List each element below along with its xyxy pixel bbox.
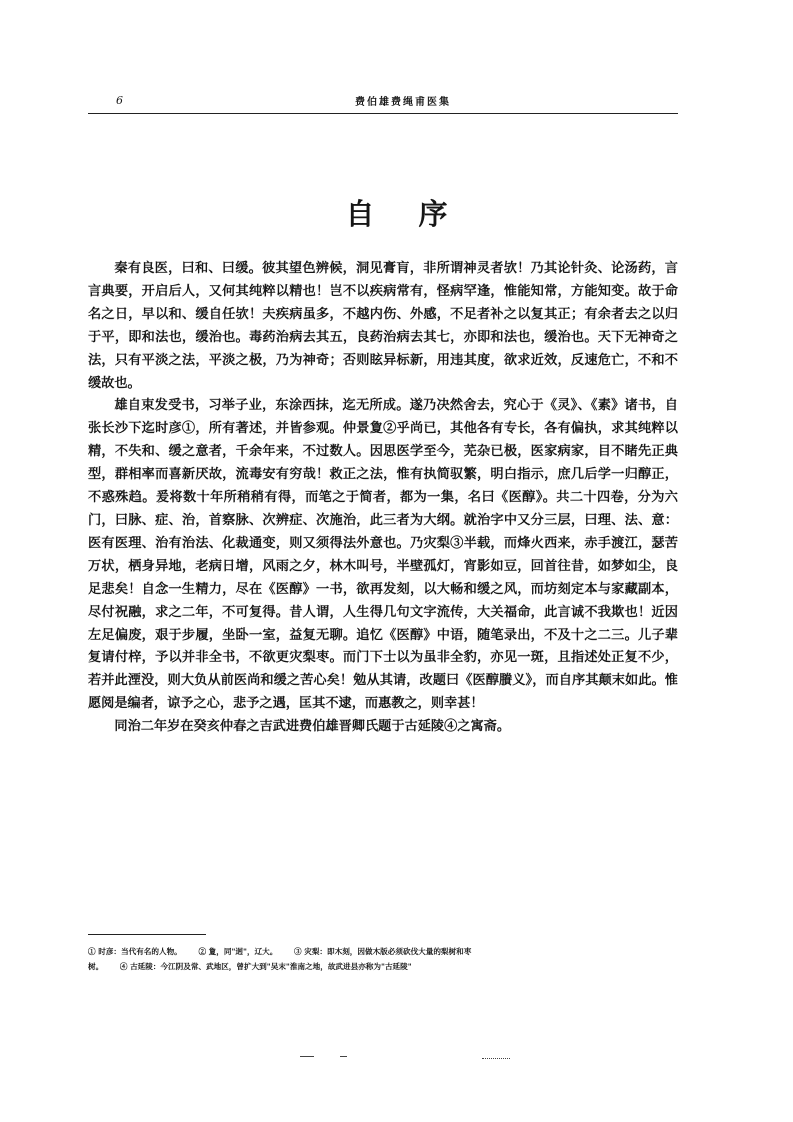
scan-mark <box>300 1056 314 1057</box>
footnote-3: ③ 灾梨：即木刻，因做木版必须砍伐大量的梨树和枣 <box>294 947 472 956</box>
footnote-line <box>88 944 678 959</box>
paragraph-signature: 同治二年岁在癸亥仲春之吉武进费伯雄晋卿氏题于古延陵④之寓斋。 <box>114 719 511 735</box>
footnotes <box>88 944 678 974</box>
scan-mark <box>340 1056 347 1057</box>
footnote-1: ① 时彦：当代有名的人物。 <box>88 947 182 956</box>
page-number: 6 <box>116 94 123 107</box>
page-header <box>88 84 678 114</box>
body-text <box>88 258 678 739</box>
running-title: 费伯雄费绳甫医集 <box>355 97 451 108</box>
paragraph: 秦有良医，曰和、曰缓。彼其望色辨候，洞见膏肓，非所谓神灵者欤！乃其论针灸、论汤药，言言典要，开启后人，又何其纯粹以精也！岂不以疾病常有，怪病罕逢，惟能知常，方能知变。故于命名之日，早以和、缓自任欤！夫疾病虽多，不越内伤、外感，不足者补之以复其正；有余者去之以归于平，即和法也，缓治也。毒药治病去其五，良药治病去其七，亦即和法也，缓治也。天下无神奇之法，只有平淡之法，平淡之极，乃为神奇；否则眩异标新，用违其度，欲求近效，反速危亡，不和不缓故也。 <box>88 261 678 391</box>
footnote-3-continued: 树。 <box>88 962 104 971</box>
header-rule <box>88 113 678 114</box>
footnote-line <box>88 959 678 974</box>
footnote-4: ④ 古延陵：今江阴及常、武地区，曾扩大到"吴末"淮南之地，故武进县亦称为"古延陵" <box>119 962 412 971</box>
footnote-rule <box>88 934 206 935</box>
page-title: 自序 <box>345 197 492 231</box>
footnote-2: ② 夐，同"迥"，辽大。 <box>198 947 278 956</box>
scan-mark <box>482 1058 510 1059</box>
paragraph: 雄自束发受书，习举子业，东涂西抹，迄无所成。遂乃决然舍去，究心于《灵》、《素》诸书，自张长沙下迄时彦①，所有著述，并皆参观。仲景夐②乎尚已，其他各有专长，各有偏执，求其纯粹以精，不失和、缓之意者，千余年来，不过数人。因思医学至今，芜杂已极，医家病家，目不睹先正典型，群相率而喜新厌故，流毒安有穷哉！救正之法，惟有执简驭繁，明白指示，庶几后学一归醇正，不惑殊趋。爰将数十年所稍稍有得，而笔之于简者，都为一集，名曰《医醇》。共二十四卷，分为六门，曰脉、症、治，首察脉、次辨症、次施治，此三者为大纲。就治字中又分三层，曰理、法、意：医有医理、治有治法、化裁通变，则又须得法外意也。乃灾梨③半载，而烽火西来，赤手渡江，瑟苦万状，栖身异地，老病日增，风雨之夕，林木叫号，半壁孤灯，宵影如豆，回首往昔，如梦如尘，良足悲矣！自念一生精力，尽在《医醇》一书，欲再发刻，以大畅和缓之风，而坊刻定本与家藏副本，尽付祝融，求之二年，不可复得。昔人谓，人生得几句文字流传，大关福命，此言诚不我欺也！近因左足偏废，艰于步履，坐卧一室，益复无聊。追忆《医醇》中语，随笔录出，不及十之二三。儿子辈复请付梓，予以并非全书，不欲更灾梨枣。而门下士以为虽非全豹，亦见一斑，且指述处正复不少，若并此湮没，则大负从前医尚和缓之苦心矣！勉从其请，改题曰《医醇賸义》，而自序其颠末如此。惟愿阅是编者，谅予之心，悲予之遇，匡其不逮，而惠教之，则幸甚！ <box>88 398 678 712</box>
